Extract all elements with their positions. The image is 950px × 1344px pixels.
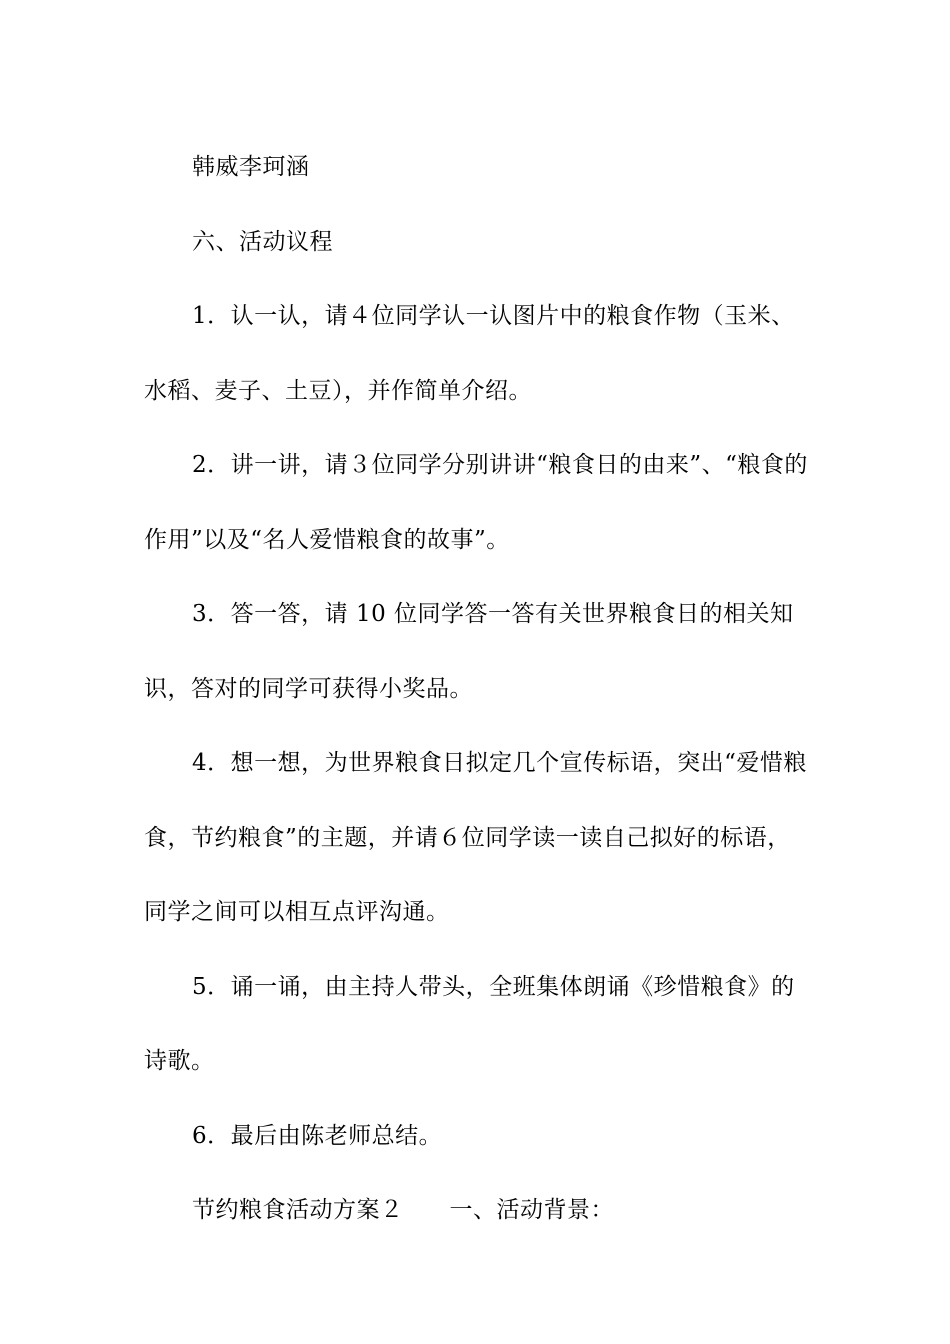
agenda-item-4: 4．想一想，为世界粮食日拟定几个宣传标语，突出“爱惜粮食，节约粮食”的主题，并请６位同学读一读自己拟好的标语，同学之间可以相互点评沟通。	[144, 750, 807, 925]
document-body	[144, 130, 810, 1248]
agenda-item-1: 1．认一认，请４位同学认一认图片中的粮食作物（玉米、水稻、麦子、土豆），并作简单介绍。	[144, 303, 795, 404]
plan-title: 节约粮食活动方案２	[192, 1197, 404, 1223]
participants-line: 韩威李珂涵	[192, 154, 310, 180]
next-plan-line	[144, 1173, 810, 1248]
agenda-item-6: 6．最后由陈老师总结。	[192, 1122, 443, 1149]
section-heading-background: 一、活动背景：	[449, 1197, 614, 1223]
agenda-item-2: 2．讲一讲，请３位同学分别讲讲“粮食日的由来”、“粮食的作用”以及“名人爱惜粮食的故事”。	[144, 452, 808, 553]
agenda-item-5: 5．诵一诵，由主持人带头，全班集体朗诵《珍惜粮食》的诗歌。	[144, 973, 795, 1074]
agenda-item-3: 3．答一答，请 10 位同学答一答有关世界粮食日的相关知识，答对的同学可获得小奖品。	[144, 601, 794, 702]
section-heading-agenda: 六、活动议程	[192, 228, 333, 255]
